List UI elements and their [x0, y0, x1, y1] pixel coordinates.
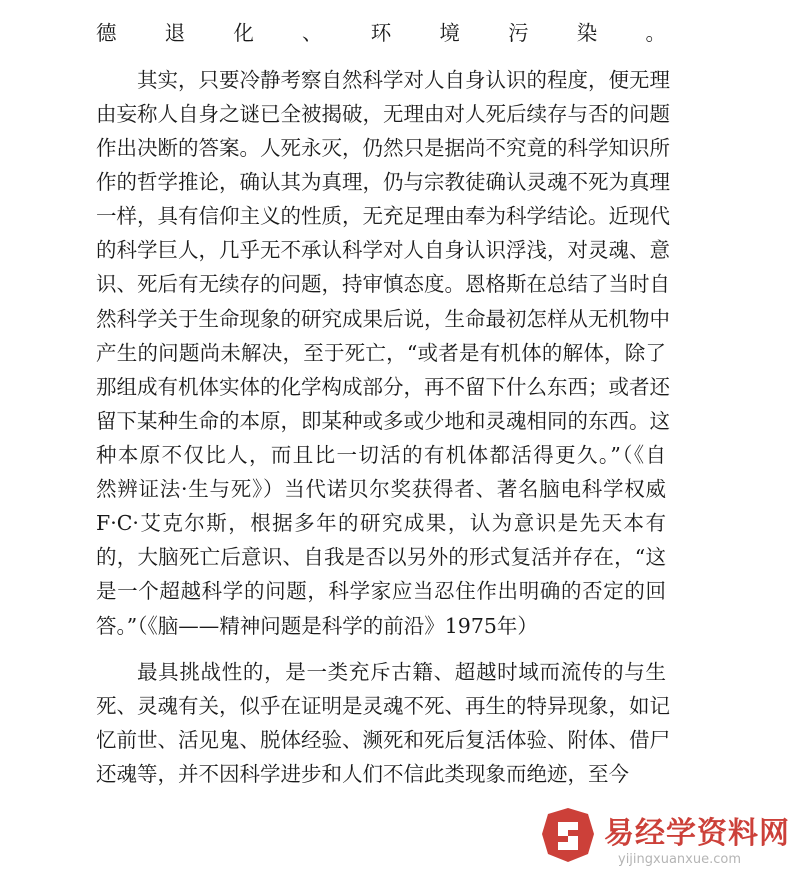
watermark-title: 易经学资料网 — [604, 816, 790, 851]
watermark-url: yijingxuanxue.com — [618, 852, 741, 867]
text-line: 识、死后有无续存的问题，持审慎态度。恩格斯在总结了当时自 — [96, 272, 670, 296]
text-line: 的科学巨人，几乎无不承认科学对人自身认识浮浅，对灵魂、意 — [96, 238, 670, 262]
text-line: 忆前世、活见鬼、脱体经验、濒死和死后复活体验、附体、借尸 — [96, 728, 670, 752]
text-line: 种本原不仅比人，而且比一切活的有机体都活得更久。”（《自 — [96, 443, 666, 467]
text-line: 最具挑战性的，是一类充斥古籍、超越时域而流传的与生 — [137, 660, 666, 684]
text-line: 作的哲学推论，确认其为真理，仍与宗教徒确认灵魂不死为真理 — [96, 170, 670, 194]
site-logo-icon — [538, 806, 598, 864]
text-line: 然科学关于生命现象的研究成果后说，生命最初怎样从无机物中 — [96, 307, 670, 331]
text-line: 作出决断的答案。人死永灭，仍然只是据尚不究竟的科学知识所 — [96, 136, 670, 160]
text-line: 其实，只要冷静考察自然科学对人自身认识的程度，便无理 — [137, 68, 670, 92]
text-line: 产生的问题尚未解决，至于死亡，“或者是有机体的解体，除了 — [96, 341, 666, 365]
text-line: 那组成有机体实体的化学构成部分，再不留下什么东西；或者还 — [96, 375, 670, 399]
text-line: 死、灵魂有关，似乎在证明是灵魂不死、再生的特异现象，如记 — [96, 694, 670, 718]
text-line: 的，大脑死亡后意识、自我是否以另外的形式复活并存在，“这 — [96, 545, 666, 569]
watermark — [538, 806, 790, 878]
text-line: 留下某种生命的本原，即某种或多或少地和灵魂相同的东西。这 — [96, 409, 670, 433]
text-line: 由妄称人自身之谜已全被揭破，无理由对人死后续存与否的问题 — [96, 102, 670, 126]
text-line: 还魂等，并不因科学进步和人们不信此类现象而绝迹，至今 — [96, 762, 629, 786]
text-line: 德退化、环境污染。 — [96, 21, 666, 45]
text-line: 一样，具有信仰主义的性质，无充足理由奉为科学结论。近现代 — [96, 204, 670, 228]
text-line: 是一个超越科学的问题，科学家应当忍住作出明确的否定的回 — [96, 579, 666, 603]
text-line: F·C·艾克尔斯，根据多年的研究成果，认为意识是先天本有 — [96, 511, 666, 535]
text-line: 然辨证法·生与死》）当代诺贝尔奖获得者、著名脑电科学权威 — [96, 477, 666, 501]
text-line: 答。”（《脑——精神问题是科学的前沿》1975年） — [96, 614, 538, 638]
